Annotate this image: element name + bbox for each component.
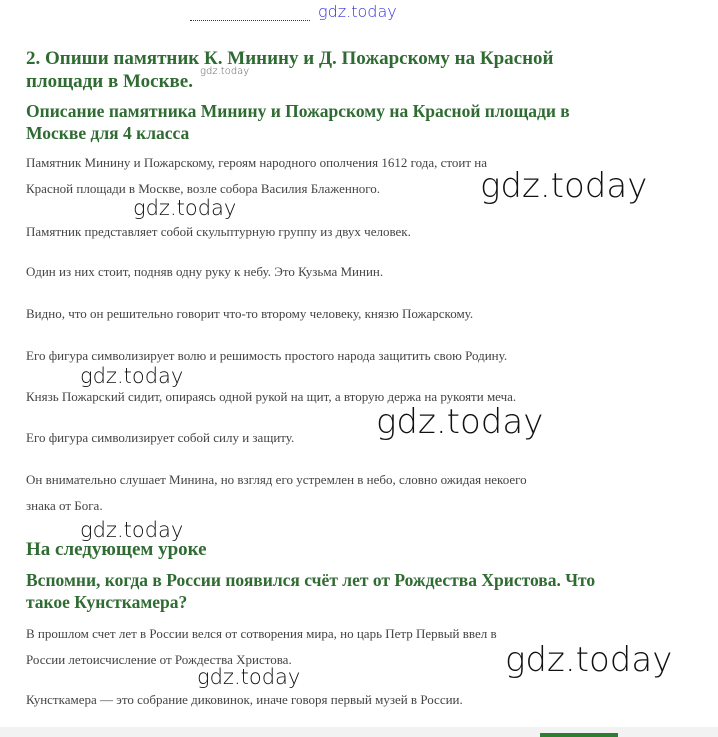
watermark: gdz.today [376, 402, 544, 442]
cropped-text-remnant [190, 20, 310, 27]
paragraph: Кунсткамера — это собрание диковинок, иначе говоря первый музей в России. [26, 692, 463, 707]
paragraph: Его фигура символизирует собой силу и защиту. [26, 430, 295, 445]
next-lesson-title-line: Вспомни, когда в России появился счёт лет от Рождества Христова. Что [26, 570, 596, 590]
paragraph: В прошлом счет лет в России велся от сотворения мира, но царь Петр Первый ввел в [26, 626, 497, 641]
watermark: gdz.today [80, 364, 184, 388]
paragraph: Видно, что он решительно говорит что-то второму человеку, князю Пожарскому. [26, 306, 474, 321]
paragraph: Князь Пожарский сидит, опираясь одной рукой на щит, а вторую держа на рукояти меча. [26, 389, 517, 404]
paragraph: Памятник представляет собой скульптурную группу из двух человек. [26, 224, 411, 239]
question-title-line: 2. Опиши памятник К. Минину и Д. Пожарскому на Красной [26, 48, 554, 69]
watermark: gdz.today [505, 640, 673, 680]
question-title [26, 47, 554, 93]
paragraph: знака от Бога. [26, 498, 103, 513]
paragraph: Он внимательно слушает Минина, но взгляд его устремлен в небо, словно ожидая некоего [26, 472, 527, 487]
watermark: gdz.today [318, 2, 397, 21]
paragraph: России летоисчисление от Рождества Христова. [26, 652, 292, 667]
watermark: gdz.today [80, 518, 184, 542]
watermark: gdz.today [480, 166, 648, 206]
green-button[interactable] [540, 733, 618, 737]
next-lesson-heading: На следующем уроке [26, 539, 207, 560]
watermark: gdz.today [200, 66, 250, 77]
answer-title-line: Описание памятника Минину и Пожарскому на Красной площади в [26, 101, 570, 121]
next-lesson-title-line: такое Кунсткамера? [26, 592, 188, 612]
watermark: gdz.today [197, 665, 301, 689]
paragraph: Его фигура символизирует волю и решимость простого народа защитить свою Родину. [26, 348, 508, 363]
paragraph: Один из них стоит, подняв одну руку к небу. Это Кузьма Минин. [26, 264, 384, 279]
watermark: gdz.today [133, 196, 237, 220]
question-title-line: площади в Москве. [26, 71, 193, 92]
paragraph: Красной площади в Москве, возле собора Василия Блаженного. [26, 181, 381, 196]
next-lesson-title [26, 569, 595, 613]
answer-title [26, 100, 570, 144]
answer-title-line: Москве для 4 класса [26, 123, 190, 143]
paragraph: Памятник Минину и Пожарскому, героям народного ополчения 1612 года, стоит на [26, 155, 487, 170]
